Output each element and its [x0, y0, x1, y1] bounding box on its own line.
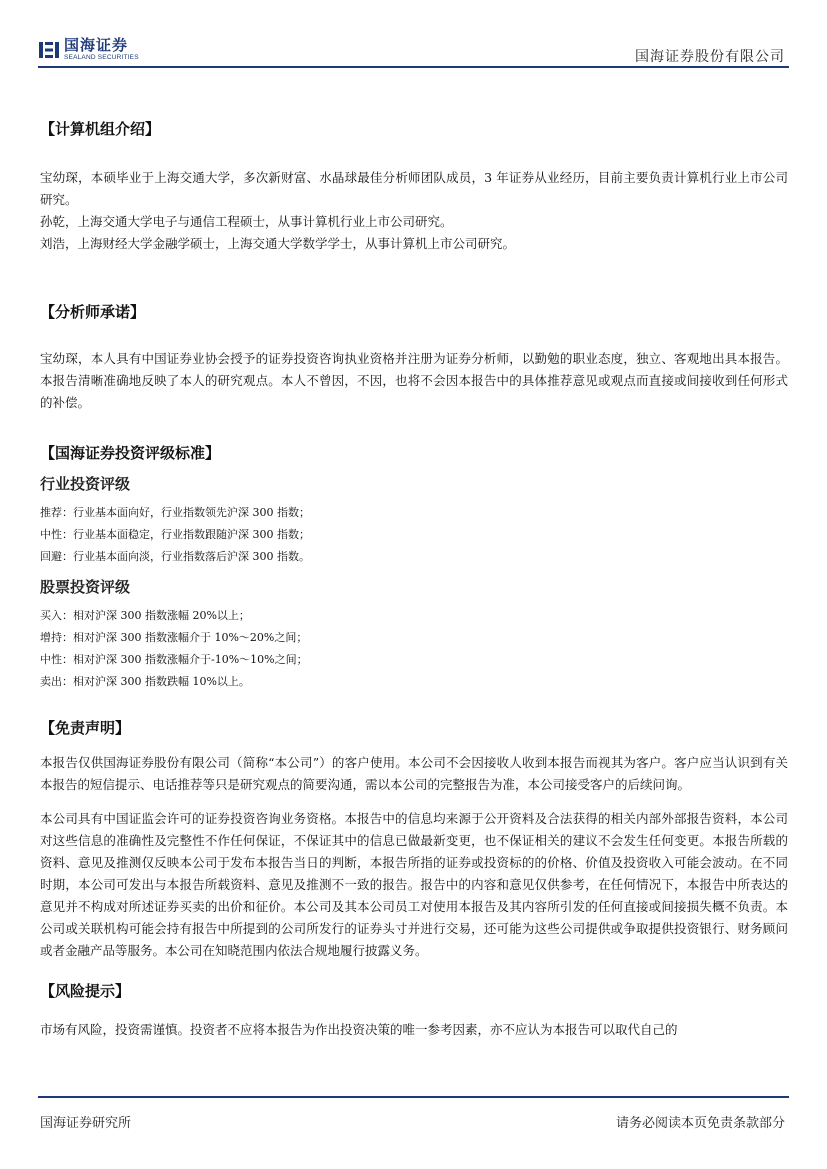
- commitment-text: 宝幼琛，本人具有中国证券业协会授予的证券投资咨询执业资格并注册为证券分析师，以勤勉的职业态度，独立、客观地出具本报告。本报告清晰准确地反映了本人的研究观点。本人不曾因，不因，也将不会因本报告中的具体推荐意见或观点而直接或间接收到任何形式的补偿。: [40, 351, 788, 410]
- team-member-bao: 宝幼琛，本硕毕业于上海交通大学，多次新财富、水晶球最佳分析师团队成员，3 年证券从业经历，目前主要负责计算机行业上市公司研究。: [40, 170, 788, 207]
- report-body: [40, 118, 788, 1041]
- team-section: [40, 118, 788, 255]
- rating-section: [40, 442, 788, 693]
- company-name: 国海证券股份有限公司: [635, 49, 785, 65]
- team-section-title: 【计算机组介绍】: [40, 120, 161, 138]
- industry-rating-neutral: 中性：行业基本面稳定，行业指数跟随沪深 300 指数；: [40, 528, 310, 541]
- industry-rating-avoid: 回避：行业基本面向淡，行业指数落后沪深 300 指数。: [40, 550, 310, 563]
- logo-chinese-name: 国海证券: [64, 36, 129, 54]
- header-divider: [38, 66, 789, 68]
- commitment-section-title: 【分析师承诺】: [40, 303, 146, 321]
- stock-rating-neutral: 中性：相对沪深 300 指数涨幅介于-10%～10%之间；: [40, 653, 308, 666]
- company-logo: [38, 38, 139, 62]
- commitment-section: [40, 301, 788, 414]
- logo-english-name: SEALAND SECURITIES: [64, 54, 139, 61]
- risk-section: [40, 980, 788, 1041]
- disclaimer-paragraph-2: 本公司具有中国证监会许可的证券投资咨询业务资格。本报告中的信息均来源于公开资料及合法获得的相关内部外部报告资料，本公司对这些信息的准确性及完整性不作任何保证，不保证其中的信息已做最新变更，也不保证相关的建议不会发生任何变更。本报告所载的资料、意见及推测仅反映本公司于发布本报告当日的判断，本报告所指的证券或投资标的的价格、价值及投资收入可能会波动。在不同时期，本公司可发出与本报告所载资料、意见及推测不一致的报告。报告中的内容和意见仅供参考，在任何情况下，本报告中所表达的意见并不构成对所述证券买卖的出价和征价。本公司及其本公司员工对使用本报告及其内容所引发的任何直接或间接损失概不负责。本公司或关联机构可能会持有报告中所提到的公司所发行的证券头寸并进行交易，还可能为这些公司提供或争取提供投资银行、财务顾问或者金融产品等服务。本公司在知晓范围内依法合规地履行披露义务。: [40, 811, 788, 958]
- disclaimer-section: [40, 717, 788, 962]
- sealand-logo-icon: [38, 39, 60, 61]
- stock-rating-overweight: 增持：相对沪深 300 指数涨幅介于 10%～20%之间；: [40, 631, 308, 644]
- stock-rating-buy: 买入：相对沪深 300 指数涨幅 20%以上；: [40, 609, 250, 622]
- rating-section-title: 【国海证券投资评级标准】: [40, 444, 221, 462]
- team-member-sun: 孙乾，上海交通大学电子与通信工程硕士，从事计算机行业上市公司研究。: [40, 214, 453, 229]
- team-member-liu: 刘浩，上海财经大学金融学硕士，上海交通大学数学学士，从事计算机上市公司研究。: [40, 236, 516, 251]
- footer-research-institute: 国海证券研究所: [40, 1116, 132, 1131]
- risk-text: 市场有风险，投资需谨慎。投资者不应将本报告为作出投资决策的唯一参考因素，亦不应认为本报告可以取代自己的: [40, 1022, 678, 1037]
- disclaimer-paragraph-1: 本报告仅供国海证券股份有限公司（简称“本公司”）的客户使用。本公司不会因接收人收到本报告而视其为客户。客户应当认识到有关本报告的短信提示、电话推荐等只是研究观点的简要沟通，需以本公司的完整报告为准，本公司接受客户的后续问询。: [40, 755, 788, 792]
- industry-rating-recommend: 推荐：行业基本面向好，行业指数领先沪深 300 指数；: [40, 506, 310, 519]
- industry-rating-title: 行业投资评级: [40, 475, 131, 493]
- footer-divider: [38, 1096, 789, 1098]
- page-header: [0, 0, 827, 70]
- stock-rating-sell: 卖出：相对沪深 300 指数跌幅 10%以上。: [40, 675, 250, 688]
- footer-disclaimer-notice: 请务必阅读本页免责条款部分: [615, 1116, 785, 1131]
- stock-rating-title: 股票投资评级: [40, 578, 131, 596]
- disclaimer-section-title: 【免责声明】: [40, 719, 131, 737]
- risk-section-title: 【风险提示】: [40, 982, 131, 1000]
